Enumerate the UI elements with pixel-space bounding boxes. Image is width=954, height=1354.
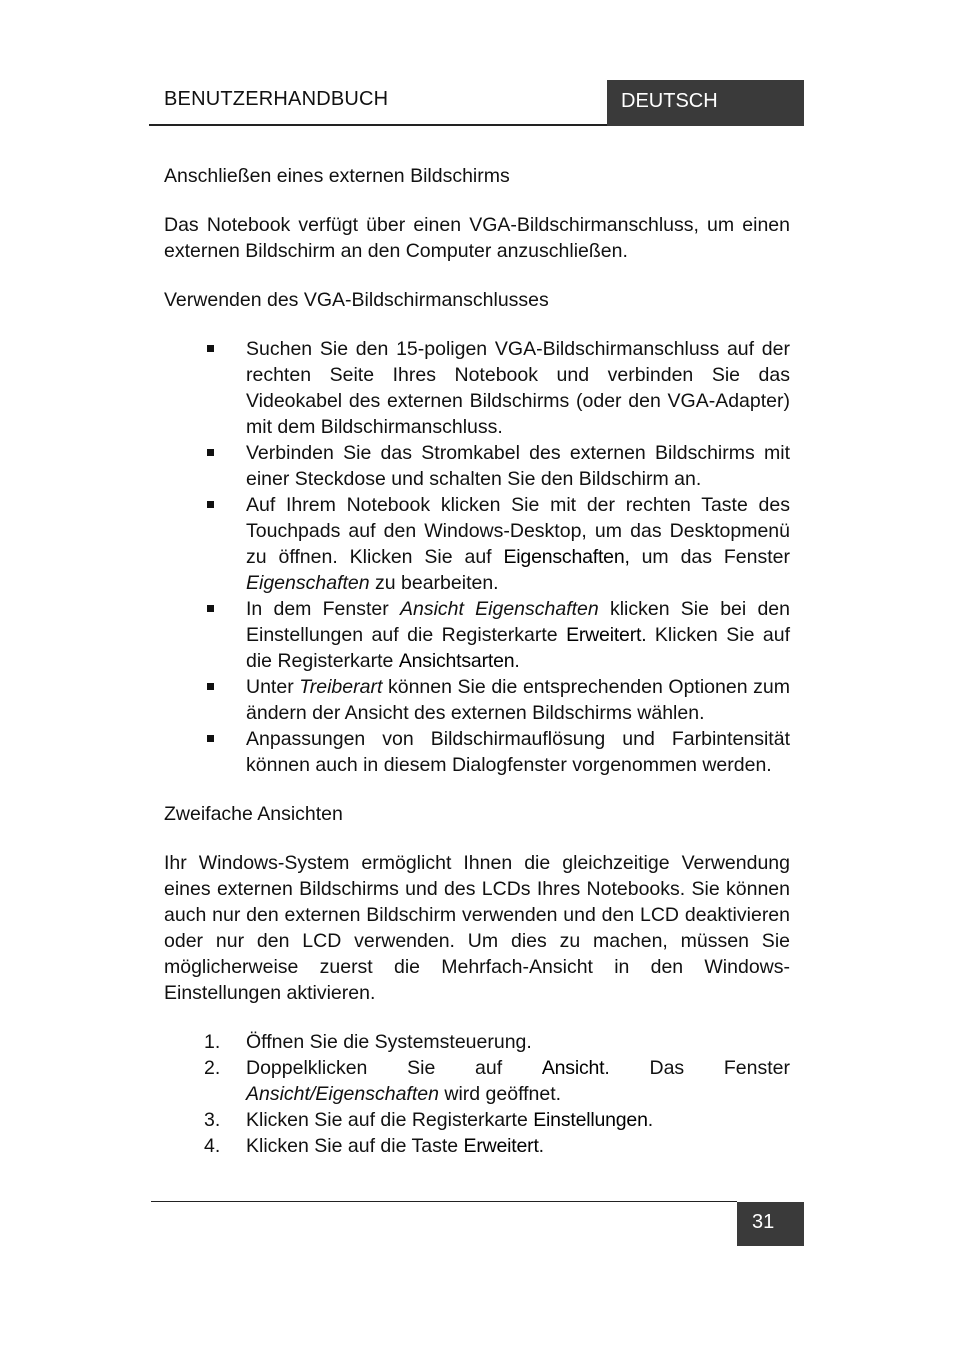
bullet-icon <box>207 501 214 508</box>
window-name: Ansicht Eigenschaften <box>399 598 599 620</box>
list-item: 4. Klicken Sie auf die Taste Erweitert. <box>204 1135 545 1157</box>
option-name: Treiberart <box>299 676 383 698</box>
page-number: 31 <box>752 1211 775 1233</box>
list-item: Verbinden Sie das Stromkabel des externen Bildschirms mit einer Steckdose und schalten Sie den Bildschirm an. <box>164 440 790 492</box>
bullet-icon <box>207 735 214 742</box>
ui-term: Erweitert <box>463 1135 539 1157</box>
header-rule <box>149 124 607 126</box>
language-label: DEUTSCH <box>621 90 718 112</box>
paragraph-external-display: Das Notebook verfügt über einen VGA-Bildschirmanschluss, um einen externen Bildschirm an den Computer anzuschließen. <box>164 214 790 262</box>
heading-dual-view: Zweifache Ansichten <box>164 803 343 825</box>
language-tab <box>607 80 804 126</box>
list-item: In dem Fenster Ansicht Eigenschaften klicken Sie bei den Einstellungen auf die Registerkarte Erweitert. Klicken Sie auf die Registerkarte Ansichtsarten. <box>164 596 790 674</box>
list-item: 3. Klicken Sie auf die Registerkarte Einstellungen. <box>204 1109 654 1131</box>
step-number: 4. <box>204 1135 221 1157</box>
list-item: Auf Ihrem Notebook klicken Sie mit der rechten Taste des Touchpads auf den Windows-Desktop, um das Desktopmenü zu öffnen. Klicken Sie auf Eigenschaften, um das Fenster Eigenschaften zu bearbeiten. <box>164 492 790 596</box>
bullet-icon <box>207 683 214 690</box>
list-item: 1. Öffnen Sie die Systemsteuerung. <box>204 1031 532 1053</box>
heading-external-display: Anschließen eines externen Bildschirms <box>164 165 510 187</box>
bullet-icon <box>207 605 214 612</box>
list-item: 2. Doppelklicken Sie auf Ansicht. Das Fenster Ansicht/Eigenschaften wird geöffnet. <box>204 1057 790 1105</box>
ui-term: Ansichtsarten <box>398 650 515 672</box>
bullet-icon <box>207 449 214 456</box>
list-item: Unter Treiberart können Sie die entsprechenden Optionen zum ändern der Ansicht des externen Bildschirms wählen. <box>164 674 790 726</box>
ui-term: Eigenschaften, <box>503 546 630 568</box>
window-name: Ansicht/Eigenschaften <box>246 1083 439 1105</box>
list-item: Suchen Sie den 15-poligen VGA-Bildschirmanschluss auf der rechten Seite Ihres Notebook und verbinden Sie das Videokabel des externen Bildschirms (oder den VGA-Adapter) mit dem Bildschirmanschluss. <box>164 336 790 440</box>
ui-term: Erweitert. <box>566 624 647 646</box>
footer-rule <box>151 1201 737 1202</box>
ui-term: Einstellungen <box>533 1109 648 1131</box>
bullet-icon <box>207 345 214 352</box>
page-content <box>164 163 790 1159</box>
dual-view-steps-list <box>164 1029 790 1159</box>
manual-title: BENUTZERHANDBUCH <box>164 88 389 110</box>
heading-vga-usage: Verwenden des VGA-Bildschirmanschlusses <box>164 289 549 311</box>
page-number-tab <box>737 1202 804 1246</box>
step-number: 3. <box>204 1109 221 1131</box>
vga-steps-list <box>164 336 790 778</box>
step-number: 2. <box>204 1057 221 1079</box>
ui-term: Ansicht <box>541 1057 605 1079</box>
window-name: Eigenschaften <box>246 572 370 594</box>
step-number: 1. <box>204 1031 221 1053</box>
paragraph-dual-view: Ihr Windows-System ermöglicht Ihnen die gleichzeitige Verwendung eines externen Bildschirms und des LCDs Ihres Notebooks. Sie können auch nur den externen Bildschirm verwenden und den LCD deaktivieren oder nur den LCD verwenden. Um dies zu machen, müssen Sie möglicherweise zuerst die Mehrfach-Ansicht in den Windows-Einstellungen aktivieren. <box>164 852 790 1004</box>
list-item: Anpassungen von Bildschirmauflösung und Farbintensität können auch in diesem Dialogfenster vorgenommen werden. <box>164 726 790 778</box>
